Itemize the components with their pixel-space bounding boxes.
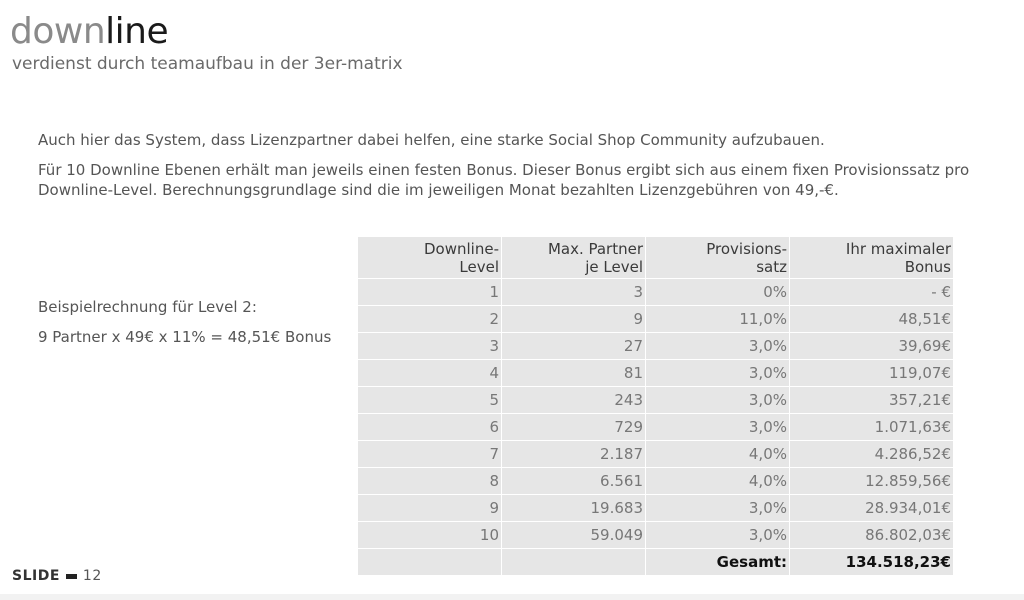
cell-max-partner: 59.049 bbox=[502, 522, 646, 549]
cell-level: 8 bbox=[358, 468, 502, 495]
cell-max-partner: 81 bbox=[502, 360, 646, 387]
cell-bonus: 1.071,63€ bbox=[790, 414, 954, 441]
intro-paragraph-1: Auch hier das System, dass Lizenzpartner dabei helfen, eine starke Social Shop Community aufzubauen. bbox=[38, 131, 825, 149]
header-line: Downline- bbox=[424, 240, 499, 258]
cell-level: 7 bbox=[358, 441, 502, 468]
header-line: Max. Partner bbox=[547, 240, 643, 258]
cell-provisionssatz: 3,0% bbox=[646, 333, 790, 360]
dash-icon bbox=[66, 574, 77, 579]
cell-level: 4 bbox=[358, 360, 502, 387]
cell-bonus: 119,07€ bbox=[790, 360, 954, 387]
table-row bbox=[358, 495, 954, 522]
header-line: Ihr maximaler bbox=[845, 240, 951, 258]
total-empty-cell bbox=[502, 549, 646, 576]
cell-max-partner: 6.561 bbox=[502, 468, 646, 495]
bottom-divider bbox=[0, 594, 1024, 600]
cell-provisionssatz: 3,0% bbox=[646, 387, 790, 414]
header-line: satz bbox=[756, 258, 787, 276]
page-subtitle: verdienst durch teamaufbau in der 3er-matrix bbox=[12, 54, 403, 74]
cell-bonus: 4.286,52€ bbox=[790, 441, 954, 468]
header-downline-level bbox=[358, 237, 502, 279]
cell-bonus: 12.859,56€ bbox=[790, 468, 954, 495]
table-row bbox=[358, 441, 954, 468]
header-line: Level bbox=[459, 258, 499, 276]
table-row bbox=[358, 306, 954, 333]
cell-provisionssatz: 3,0% bbox=[646, 414, 790, 441]
table-row bbox=[358, 414, 954, 441]
cell-max-partner: 9 bbox=[502, 306, 646, 333]
cell-provisionssatz: 0% bbox=[646, 279, 790, 306]
cell-bonus: 357,21€ bbox=[790, 387, 954, 414]
page-title bbox=[10, 12, 168, 52]
header-provisionssatz bbox=[646, 237, 790, 279]
cell-bonus: 28.934,01€ bbox=[790, 495, 954, 522]
cell-bonus: 86.802,03€ bbox=[790, 522, 954, 549]
total-label: Gesamt: bbox=[646, 549, 790, 576]
header-line: Bonus bbox=[904, 258, 951, 276]
slide-number: 12 bbox=[82, 568, 102, 584]
table-row bbox=[358, 279, 954, 306]
example-heading: Beispielrechnung für Level 2: bbox=[38, 298, 257, 316]
table-row bbox=[358, 468, 954, 495]
slide-indicator bbox=[12, 568, 102, 584]
cell-max-partner: 3 bbox=[502, 279, 646, 306]
table-row bbox=[358, 360, 954, 387]
cell-level: 1 bbox=[358, 279, 502, 306]
cell-provisionssatz: 4,0% bbox=[646, 468, 790, 495]
cell-max-partner: 27 bbox=[502, 333, 646, 360]
header-line: Provisions- bbox=[706, 240, 787, 258]
cell-provisionssatz: 11,0% bbox=[646, 306, 790, 333]
cell-bonus: 48,51€ bbox=[790, 306, 954, 333]
cell-level: 10 bbox=[358, 522, 502, 549]
bonus-table bbox=[357, 236, 954, 576]
header-line: je Level bbox=[585, 258, 643, 276]
cell-level: 3 bbox=[358, 333, 502, 360]
cell-level: 5 bbox=[358, 387, 502, 414]
header-max-bonus bbox=[790, 237, 954, 279]
page-title-part-1: down bbox=[10, 11, 106, 52]
header-max-partner bbox=[502, 237, 646, 279]
table-row bbox=[358, 522, 954, 549]
cell-level: 9 bbox=[358, 495, 502, 522]
total-value: 134.518,23€ bbox=[790, 549, 954, 576]
cell-level: 6 bbox=[358, 414, 502, 441]
total-empty-cell bbox=[358, 549, 502, 576]
cell-level: 2 bbox=[358, 306, 502, 333]
cell-max-partner: 19.683 bbox=[502, 495, 646, 522]
cell-bonus: 39,69€ bbox=[790, 333, 954, 360]
cell-max-partner: 2.187 bbox=[502, 441, 646, 468]
cell-provisionssatz: 4,0% bbox=[646, 441, 790, 468]
cell-bonus: - € bbox=[790, 279, 954, 306]
slide-label: SLIDE bbox=[12, 568, 60, 584]
table-row bbox=[358, 333, 954, 360]
intro-paragraph-2: Für 10 Downline Ebenen erhält man jeweils einen festen Bonus. Dieser Bonus ergibt sich aus einem fixen Provisionssatz pro Downline-Level. Berechnungsgrundlage sind die im jeweiligen Monat bezahlten Lizenzgebühren von 49,-€. bbox=[38, 161, 970, 199]
cell-provisionssatz: 3,0% bbox=[646, 522, 790, 549]
example-calculation: 9 Partner x 49€ x 11% = 48,51€ Bonus bbox=[38, 328, 332, 346]
cell-provisionssatz: 3,0% bbox=[646, 495, 790, 522]
table-header-row bbox=[358, 237, 954, 279]
table-total-row bbox=[358, 549, 954, 576]
page-title-part-2: line bbox=[105, 11, 169, 52]
cell-provisionssatz: 3,0% bbox=[646, 360, 790, 387]
cell-max-partner: 243 bbox=[502, 387, 646, 414]
cell-max-partner: 729 bbox=[502, 414, 646, 441]
table-row bbox=[358, 387, 954, 414]
